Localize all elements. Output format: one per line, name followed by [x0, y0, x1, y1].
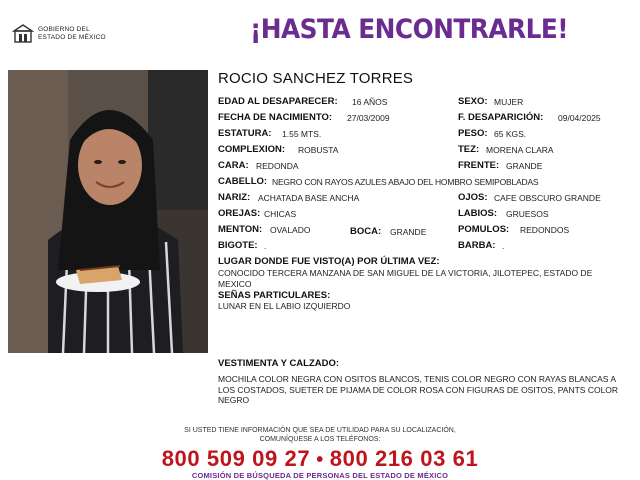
estatura-label: ESTATURA:	[218, 128, 272, 139]
menton-label: MENTON:	[218, 224, 263, 235]
last-seen-label: LUGAR DONDE FUE VISTO(A) POR ÚLTIMA VEZ:	[218, 256, 440, 267]
nariz-value: ACHATADA BASE ANCHA	[258, 193, 360, 203]
nacimiento-value: 27/03/2009	[347, 113, 390, 123]
peso-label: PESO:	[458, 128, 488, 139]
menton-value: OVALADO	[270, 225, 311, 235]
pomulos-value: REDONDOS	[520, 225, 570, 235]
person-photo-illustration	[8, 70, 208, 353]
state-emblem-icon	[12, 23, 34, 45]
pomulos-label: POMULOS:	[458, 224, 510, 235]
labios-label: LABIOS:	[458, 208, 498, 219]
logo-line-1: GOBIERNO DEL	[38, 26, 90, 33]
bigote-label: BIGOTE:	[218, 240, 258, 251]
contact-notice-line-2: COMUNÍQUESE A LOS TELÉFONOS:	[259, 435, 381, 443]
headline: ¡HASTA ENCONTRARLE!	[250, 14, 569, 45]
ojos-value: CAFE OBSCURO GRANDE	[494, 193, 601, 203]
person-name: ROCIO SANCHEZ TORRES	[218, 70, 414, 87]
last-seen-value: CONOCIDO TERCERA MANZANA DE SAN MIGUEL DE LA VICTORIA, JILOTEPEC, ESTADO DE MEXICO	[218, 268, 593, 289]
desaparicion-value: 09/04/2025	[558, 113, 601, 123]
tez-value: MORENA CLARA	[486, 145, 554, 155]
barba-value: .	[502, 241, 505, 251]
cara-label: CARA:	[218, 160, 249, 171]
logo-line-2: ESTADO DE MÉXICO	[38, 34, 106, 41]
person-photo	[8, 70, 208, 353]
boca-value: GRANDE	[390, 227, 427, 237]
commission-name: COMISIÓN DE BÚSQUEDA DE PERSONAS DEL ESTADO DE MÉXICO	[191, 471, 449, 480]
labios-value: GRUESOS	[506, 209, 549, 219]
phone-separator: •	[316, 449, 324, 471]
peso-value: 65 KGS.	[494, 129, 527, 139]
sexo-value: MUJER	[494, 97, 524, 107]
contact-notice	[0, 427, 640, 444]
orejas-value: CHICAS	[264, 209, 297, 219]
estatura-value: 1.55 MTS.	[282, 129, 322, 139]
orejas-label: OREJAS:	[218, 208, 261, 219]
senas-label: SEÑAS PARTICULARES:	[218, 290, 331, 301]
tez-label: TEZ:	[458, 144, 480, 155]
ojos-label: OJOS:	[458, 192, 488, 203]
government-logo	[12, 22, 122, 46]
edad-value: 16 AÑOS	[352, 97, 388, 107]
phone-number-1[interactable]: 800 509 09 27	[161, 446, 311, 471]
nacimiento-label: FECHA DE NACIMIENTO:	[218, 112, 332, 123]
phone-number-2[interactable]: 800 216 03 61	[329, 446, 479, 471]
vestimenta-label: VESTIMENTA Y CALZADO:	[218, 358, 340, 369]
vestimenta-value: MOCHILA COLOR NEGRA CON OSITOS BLANCOS, TENIS COLOR NEGRO CON RAYAS BLANCAS A LOS COSTADOS, SUETER DE PIJAMA DE COLOR ROSA CON FIGURAS DE OSITOS, PANTS COLOR NEGRO	[218, 374, 619, 405]
complexion-label: COMPLEXION:	[218, 144, 286, 155]
nariz-label: NARIZ:	[218, 192, 251, 203]
cabello-label: CABELLO:	[218, 176, 268, 187]
contact-notice-line-1: SI USTED TIENE INFORMACIÓN QUE SEA DE UTILIDAD PARA SU LOCALIZACIÓN,	[184, 427, 456, 434]
frente-value: GRANDE	[506, 161, 543, 171]
frente-label: FRENTE:	[458, 160, 500, 171]
phone-numbers	[0, 446, 640, 472]
desaparicion-label: F. DESAPARICIÓN:	[458, 112, 544, 123]
boca-label: BOCA:	[350, 226, 382, 237]
sexo-label: SEXO:	[458, 96, 488, 107]
bigote-value: .	[264, 241, 267, 251]
cabello-value: NEGRO CON RAYOS AZULES ABAJO DEL HOMBRO SEMIPOBLADAS	[272, 177, 539, 187]
cara-value: REDONDA	[256, 161, 299, 171]
senas-value: LUNAR EN EL LABIO IZQUIERDO	[218, 301, 351, 311]
barba-label: BARBA:	[458, 240, 496, 251]
complexion-value: ROBUSTA	[298, 145, 339, 155]
edad-label: EDAD AL DESAPARECER:	[218, 96, 338, 107]
